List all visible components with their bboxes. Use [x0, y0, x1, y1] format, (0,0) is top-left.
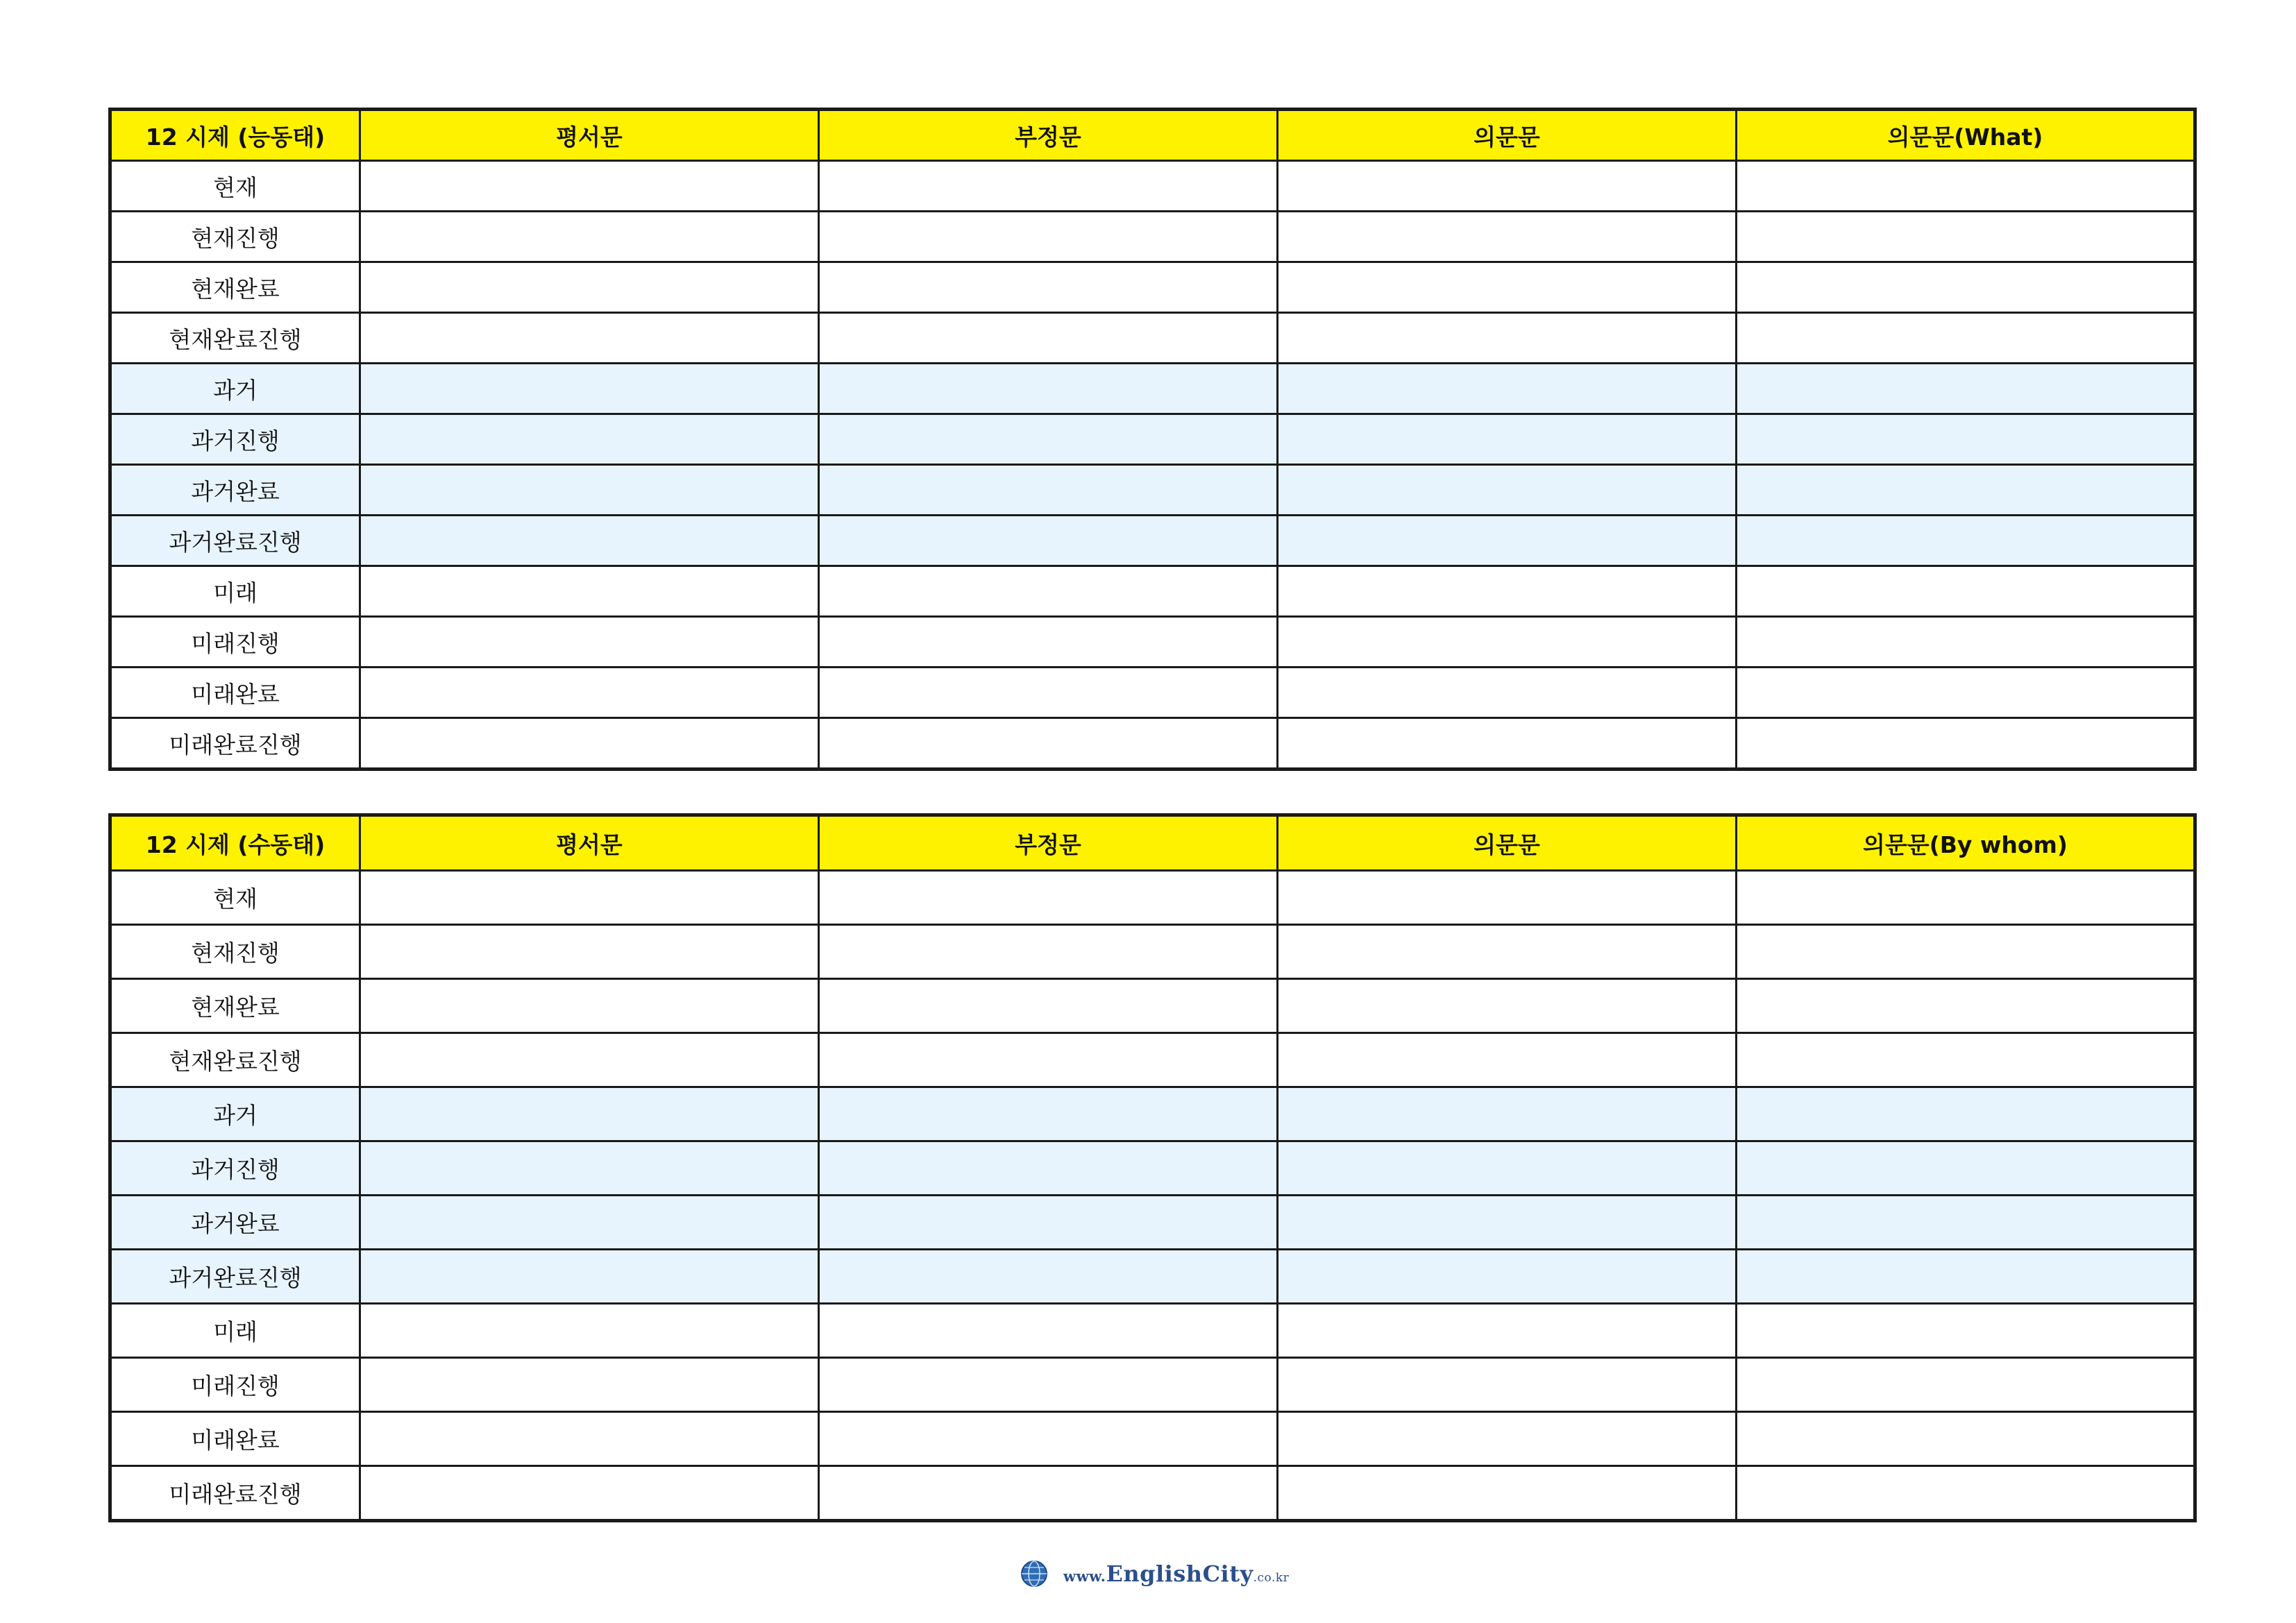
answer-cell[interactable] [360, 1304, 819, 1358]
answer-cell[interactable] [1737, 1466, 2195, 1521]
answer-cell[interactable] [1737, 516, 2195, 566]
answer-cell[interactable] [360, 516, 819, 566]
answer-cell[interactable] [360, 212, 819, 262]
url-suffix: .co.kr [1253, 1571, 1290, 1585]
answer-cell[interactable] [819, 516, 1278, 566]
answer-cell[interactable] [819, 161, 1278, 212]
answer-cell[interactable] [1737, 1358, 2195, 1412]
header-question: 의문문 [1278, 110, 1737, 161]
answer-cell[interactable] [819, 1087, 1278, 1141]
answer-cell[interactable] [1278, 1141, 1737, 1196]
answer-cell[interactable] [1278, 1412, 1737, 1466]
answer-cell[interactable] [819, 1358, 1278, 1412]
table-row [110, 1466, 2195, 1521]
table-row [110, 212, 2195, 262]
tense-label: 미래 [110, 566, 360, 617]
answer-cell[interactable] [1737, 1196, 2195, 1250]
answer-cell[interactable] [1737, 1141, 2195, 1196]
answer-cell[interactable] [1737, 925, 2195, 979]
table-row [110, 161, 2195, 212]
answer-cell[interactable] [360, 1466, 819, 1521]
answer-cell[interactable] [1278, 364, 1737, 414]
table-row [110, 1304, 2195, 1358]
tense-label: 과거 [110, 364, 360, 414]
tense-label: 과거완료진행 [110, 1250, 360, 1304]
answer-cell[interactable] [1278, 617, 1737, 668]
answer-cell[interactable] [1278, 313, 1737, 364]
answer-cell[interactable] [1278, 979, 1737, 1033]
tense-label: 현재 [110, 871, 360, 925]
answer-cell[interactable] [1278, 871, 1737, 925]
answer-cell[interactable] [1278, 1087, 1737, 1141]
answer-cell[interactable] [819, 414, 1278, 465]
header-affirmative: 평서문 [360, 815, 819, 871]
answer-cell[interactable] [1278, 212, 1737, 262]
answer-cell[interactable] [1737, 979, 2195, 1033]
answer-cell[interactable] [360, 161, 819, 212]
header-negative: 부정문 [819, 110, 1278, 161]
answer-cell[interactable] [360, 1196, 819, 1250]
table-row [110, 718, 2195, 770]
answer-cell[interactable] [1737, 313, 2195, 364]
answer-cell[interactable] [819, 1141, 1278, 1196]
table-row [110, 979, 2195, 1033]
active-voice-tense-table [108, 108, 2197, 771]
answer-cell[interactable] [1278, 465, 1737, 516]
answer-cell[interactable] [819, 1304, 1278, 1358]
answer-cell[interactable] [1278, 1250, 1737, 1304]
url-prefix: www. [1063, 1567, 1106, 1585]
table-row [110, 1358, 2195, 1412]
answer-cell[interactable] [1737, 1033, 2195, 1087]
answer-cell[interactable] [819, 364, 1278, 414]
header-row [110, 110, 2195, 161]
tense-label: 미래진행 [110, 617, 360, 668]
tense-label: 미래 [110, 1304, 360, 1358]
answer-cell[interactable] [1737, 212, 2195, 262]
tense-label: 과거완료진행 [110, 516, 360, 566]
brand-name: EnglishCity [1106, 1561, 1253, 1587]
answer-cell[interactable] [360, 718, 819, 770]
answer-cell[interactable] [819, 1196, 1278, 1250]
answer-cell[interactable] [1278, 1196, 1737, 1250]
answer-cell[interactable] [819, 313, 1278, 364]
site-url [1063, 1561, 1289, 1587]
answer-cell[interactable] [1737, 1087, 2195, 1141]
answer-cell[interactable] [1278, 718, 1737, 770]
tense-label: 현재진행 [110, 925, 360, 979]
answer-cell[interactable] [1737, 1250, 2195, 1304]
answer-cell[interactable] [360, 262, 819, 313]
answer-cell[interactable] [360, 1087, 819, 1141]
tense-label: 과거진행 [110, 414, 360, 465]
table-row [110, 1412, 2195, 1466]
tense-label: 현재진행 [110, 212, 360, 262]
answer-cell[interactable] [1737, 718, 2195, 770]
table-row [110, 871, 2195, 925]
tense-label: 현재완료진행 [110, 313, 360, 364]
answer-cell[interactable] [360, 979, 819, 1033]
answer-cell[interactable] [1278, 414, 1737, 465]
tense-label: 과거진행 [110, 1141, 360, 1196]
tense-label: 미래완료진행 [110, 1466, 360, 1521]
header-by-whom-question: 의문문(By whom) [1737, 815, 2195, 871]
answer-cell[interactable] [1278, 262, 1737, 313]
tense-label: 과거완료 [110, 465, 360, 516]
answer-cell[interactable] [360, 465, 819, 516]
answer-cell[interactable] [1278, 516, 1737, 566]
answer-cell[interactable] [360, 1358, 819, 1412]
answer-cell[interactable] [360, 313, 819, 364]
table-row [110, 262, 2195, 313]
answer-cell[interactable] [360, 668, 819, 718]
answer-cell[interactable] [1737, 617, 2195, 668]
answer-cell[interactable] [819, 668, 1278, 718]
header-negative: 부정문 [819, 815, 1278, 871]
answer-cell[interactable] [819, 465, 1278, 516]
answer-cell[interactable] [1278, 1358, 1737, 1412]
answer-cell[interactable] [1278, 668, 1737, 718]
answer-cell[interactable] [819, 566, 1278, 617]
answer-cell[interactable] [360, 925, 819, 979]
answer-cell[interactable] [819, 617, 1278, 668]
answer-cell[interactable] [360, 414, 819, 465]
tense-label: 현재완료 [110, 979, 360, 1033]
tense-label: 미래완료진행 [110, 718, 360, 770]
tense-label: 미래진행 [110, 1358, 360, 1412]
tense-label: 현재완료진행 [110, 1033, 360, 1087]
answer-cell[interactable] [1737, 262, 2195, 313]
answer-cell[interactable] [1278, 161, 1737, 212]
table-row [110, 1033, 2195, 1087]
table-row [110, 925, 2195, 979]
table-row [110, 1087, 2195, 1141]
answer-cell[interactable] [360, 1033, 819, 1087]
answer-cell[interactable] [360, 1250, 819, 1304]
answer-cell[interactable] [819, 871, 1278, 925]
answer-cell[interactable] [819, 925, 1278, 979]
answer-cell[interactable] [1278, 1304, 1737, 1358]
answer-cell[interactable] [819, 718, 1278, 770]
table-row [110, 668, 2195, 718]
header-wh-question: 의문문(What) [1737, 110, 2195, 161]
answer-cell[interactable] [1737, 1304, 2195, 1358]
table-row [110, 465, 2195, 516]
tense-label: 미래완료 [110, 668, 360, 718]
answer-cell[interactable] [1737, 414, 2195, 465]
table-row [110, 1250, 2195, 1304]
answer-cell[interactable] [360, 1141, 819, 1196]
table-row [110, 566, 2195, 617]
table-row [110, 617, 2195, 668]
tense-label: 과거 [110, 1087, 360, 1141]
tense-label: 미래완료 [110, 1412, 360, 1466]
answer-cell[interactable] [1278, 566, 1737, 617]
answer-cell[interactable] [360, 1412, 819, 1466]
answer-cell[interactable] [1737, 566, 2195, 617]
table-row [110, 516, 2195, 566]
answer-cell[interactable] [819, 1033, 1278, 1087]
table-row [110, 313, 2195, 364]
answer-cell[interactable] [360, 566, 819, 617]
passive-voice-tense-table [108, 813, 2197, 1522]
table-row [110, 414, 2195, 465]
header-tense: 12 시제 (능동태) [110, 110, 360, 161]
table-row [110, 1196, 2195, 1250]
answer-cell[interactable] [819, 1466, 1278, 1521]
header-question: 의문문 [1278, 815, 1737, 871]
tense-label: 과거완료 [110, 1196, 360, 1250]
answer-cell[interactable] [360, 871, 819, 925]
answer-cell[interactable] [1737, 161, 2195, 212]
header-affirmative: 평서문 [360, 110, 819, 161]
answer-cell[interactable] [1737, 364, 2195, 414]
answer-cell[interactable] [819, 212, 1278, 262]
answer-cell[interactable] [360, 364, 819, 414]
answer-cell[interactable] [1737, 871, 2195, 925]
answer-cell[interactable] [819, 1412, 1278, 1466]
answer-cell[interactable] [819, 979, 1278, 1033]
answer-cell[interactable] [1278, 1466, 1737, 1521]
answer-cell[interactable] [1278, 925, 1737, 979]
answer-cell[interactable] [1737, 668, 2195, 718]
header-tense: 12 시제 (수동태) [110, 815, 360, 871]
table-row [110, 364, 2195, 414]
header-row [110, 815, 2195, 871]
answer-cell[interactable] [819, 262, 1278, 313]
tense-label: 현재완료 [110, 262, 360, 313]
tense-label: 현재 [110, 161, 360, 212]
answer-cell[interactable] [1278, 1033, 1737, 1087]
answer-cell[interactable] [819, 1250, 1278, 1304]
globe-icon [1020, 1560, 1048, 1588]
table-row [110, 1141, 2195, 1196]
answer-cell[interactable] [1737, 1412, 2195, 1466]
answer-cell[interactable] [1737, 465, 2195, 516]
footer-logo [1020, 1558, 1289, 1590]
answer-cell[interactable] [360, 617, 819, 668]
